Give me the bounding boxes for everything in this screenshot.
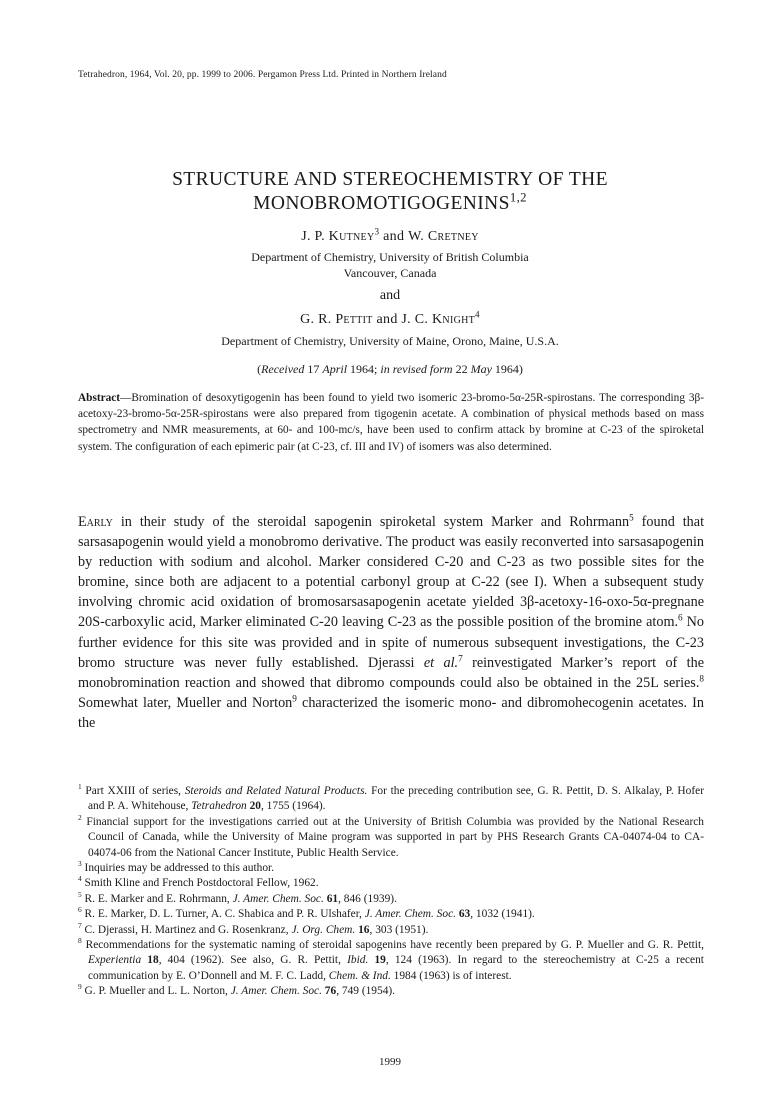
footnote-3-text: Inquiries may be addressed to this author. bbox=[81, 862, 275, 875]
footnotes bbox=[78, 784, 704, 1000]
footnote-1 bbox=[78, 784, 704, 815]
body-lead-word: Early bbox=[78, 514, 113, 530]
footnote-9-journal: J. Amer. Chem. Soc. bbox=[230, 985, 322, 998]
footnote-8-journal-2: Chem. & Ind. bbox=[328, 969, 391, 982]
footnote-1-journal: Tetrahedron bbox=[191, 800, 247, 813]
title-line-1: STRUCTURE AND STEREOCHEMISTRY OF THE bbox=[172, 169, 608, 190]
footnote-6-num: 6 bbox=[78, 905, 82, 915]
authors-2-joiner: and bbox=[372, 312, 402, 327]
footnote-4-text: Smith Kline and French Postdoctoral Fellow, 1962. bbox=[81, 877, 319, 890]
footnote-5-journal: J. Amer. Chem. Soc. bbox=[232, 892, 324, 905]
authors-line-1 bbox=[60, 226, 720, 245]
author-cretney: W. Cretney bbox=[408, 229, 479, 244]
footnote-6-vol: 63 bbox=[458, 908, 471, 921]
footnote-8-b: , 404 (1962). See also, G. R. Pettit, bbox=[158, 954, 348, 967]
journal-header: Tetrahedron, 1964, Vol. 20, pp. 1999 to 2006. Pergamon Press Ltd. Printed in Northern Ireland bbox=[78, 70, 447, 80]
footnote-8 bbox=[78, 938, 704, 984]
body-seg-1: in their study of the steroidal sapogenin spiroketal system Marker and Rohrmann bbox=[112, 514, 630, 530]
ref-7: 7 bbox=[458, 652, 463, 663]
authors-1-joiner: and bbox=[379, 229, 409, 244]
affiliation-1-line-2: Vancouver, Canada bbox=[343, 266, 437, 280]
affiliation-1-line-1: Department of Chemistry, University of British Columbia bbox=[251, 250, 529, 264]
received-year: 1964; bbox=[347, 362, 381, 376]
footnote-3-num: 3 bbox=[78, 859, 82, 869]
author-kutney: J. P. Kutney bbox=[301, 229, 375, 244]
body-seg-5: Somewhat later, Mueller and Norton bbox=[78, 694, 293, 711]
affiliation-2: Department of Chemistry, University of Maine, Orono, Maine, U.S.A. bbox=[221, 334, 559, 348]
footnote-2-num: 2 bbox=[78, 813, 82, 823]
footnote-6-a: R. E. Marker, D. L. Turner, A. C. Shabica and P. R. Ulshafer, bbox=[81, 908, 365, 921]
footnote-5-a: R. E. Marker and E. Rohrmann, bbox=[81, 892, 233, 905]
abstract bbox=[78, 390, 704, 455]
footnote-9-num: 9 bbox=[78, 982, 82, 992]
ref-8: 8 bbox=[699, 673, 704, 684]
footnote-8-num: 8 bbox=[78, 936, 82, 946]
received-open: ( bbox=[257, 362, 262, 376]
footnote-2 bbox=[78, 815, 704, 861]
received-month: April bbox=[322, 362, 348, 376]
footnote-7-a: C. Djerassi, H. Martinez and G. Rosenkranz, bbox=[81, 923, 292, 936]
footnote-8-e: 1984 (1963) is of interest. bbox=[390, 969, 512, 982]
footnote-6-journal: J. Amer. Chem. Soc. bbox=[364, 908, 456, 921]
footnote-8-vol-2: 19 bbox=[374, 954, 386, 967]
author-knight-ref: 4 bbox=[475, 309, 480, 320]
footnote-1-vol: 20 bbox=[249, 800, 261, 813]
and-separator: and bbox=[379, 288, 401, 303]
ref-9: 9 bbox=[292, 693, 297, 704]
footnote-8-d: , 124 (1963). In regard to the stereochemistry at C-25 a recent communication by E. O’Donnell and M. F. C. Ladd, bbox=[88, 954, 704, 982]
et-al: et al. bbox=[423, 654, 459, 671]
received-dates bbox=[60, 362, 720, 377]
abstract-text: —Bromination of desoxytigogenin has been found to yield two isomeric 23-bromo-5α-25R-spirostans. The corresponding 3β-acetoxy-23-bromo-5α-25R-spirostans were also prepared from tigogenin acetate. A combination of physical methods based on mass spectrometry and NMR measurements, at 60- and 100-mc/s, have been used to confirm attack by bromine at C-23 of the spiroketal system. The configuration of each epimeric pair (at C-23, cf. III and IV) of isomers was also determined. bbox=[78, 392, 704, 453]
footnote-8-a: Recommendations for the systematic naming of steroidal sapogenins have recently been prepared by G. P. Mueller and G. R. Pettit, bbox=[81, 939, 704, 952]
title-line-2-text: MONOBROMOTIGOGENINS bbox=[253, 193, 510, 214]
received-label: Received bbox=[261, 362, 305, 376]
author-pettit: G. R. Pettit bbox=[300, 312, 373, 327]
footnote-9-vol: 76 bbox=[324, 985, 337, 998]
authors-line-2 bbox=[60, 309, 720, 328]
footnote-9 bbox=[78, 984, 704, 999]
body-text bbox=[78, 512, 704, 733]
footnote-6-d: , 1032 (1941). bbox=[470, 908, 535, 921]
revised-day: 22 bbox=[452, 362, 471, 376]
title-line-2 bbox=[60, 191, 720, 217]
body-seg-4: reinvestigated Marker’s report of the monobromination reaction and showed that dibromo compounds could also be obtained in the 25L series. bbox=[78, 654, 705, 691]
title-footnote-ref: 1,2 bbox=[509, 190, 527, 205]
footnote-6 bbox=[78, 907, 704, 922]
footnote-1-d: , 1755 (1964). bbox=[260, 800, 326, 813]
footnote-1-b: For the preceding contribution see, G. R. Pettit, D. S. Alkalay, P. Hofer and P. A. Whitehouse, bbox=[88, 785, 704, 813]
footnote-3 bbox=[78, 861, 704, 876]
footnote-5-vol: 61 bbox=[326, 892, 339, 905]
received-day: 17 bbox=[304, 362, 323, 376]
footnote-8-ibid: Ibid. bbox=[347, 954, 369, 967]
revised-year: 1964) bbox=[491, 362, 523, 376]
ref-6: 6 bbox=[678, 612, 683, 623]
body-seg-2: found that sarsasapogenin would yield a monobromo derivative. The product was easily reconverted into sarsasapogenin by reduction with sodium and alcohol. Marker considered C-20 and C-23 as two possible sites for the bromine, since both are adjacent to a potential carbonyl group at C-22 (see I). When a subsequent study involving chromic acid oxidation of bromosarsasapogenin acetate yielded 3β-acetoxy-16-oxo-5α-pregnane 20S-carboxylic acid, Marker eliminated C-20 leaving C-23 as the possible position of the bromine atom. bbox=[78, 514, 705, 631]
body-seg-6: characterized the isomeric mono- and dibromohecogenin acetates. In the bbox=[78, 694, 704, 731]
footnote-2-text: Financial support for the investigations carried out at the University of British Columbia was provided by the National Research Council of Canada, while the University of Maine program was supported in part by PHS Research Grants CA-04074-04 to CA-04074-06 from the National Cancer Institute, Public Health Service. bbox=[81, 815, 704, 859]
footnote-7-vol: 16 bbox=[358, 923, 370, 936]
body-seg-3: No further evidence for this site was provided and in spite of numerous subsequent investigations, the C-23 bromo structure was never fully established. Djerassi bbox=[78, 614, 705, 671]
abstract-heading: Abstract bbox=[78, 392, 121, 404]
footnote-1-num: 1 bbox=[78, 782, 82, 792]
footnote-9-d: , 749 (1954). bbox=[336, 985, 396, 998]
footnote-8-journal-1: Experientia bbox=[88, 954, 142, 967]
footnote-7-num: 7 bbox=[78, 920, 82, 930]
footnote-7 bbox=[78, 920, 704, 938]
footnote-4 bbox=[78, 876, 704, 891]
footnote-7-journal: J. Org. Chem. bbox=[291, 923, 356, 936]
footnote-9-a: G. P. Mueller and L. L. Norton, bbox=[81, 985, 231, 998]
ref-5: 5 bbox=[629, 512, 634, 523]
revised-month: May bbox=[470, 362, 492, 376]
footnote-8-vol-1: 18 bbox=[147, 954, 159, 967]
footnote-7-d: , 303 (1951). bbox=[369, 923, 429, 936]
footnote-5-num: 5 bbox=[78, 890, 82, 900]
page-number: 1999 bbox=[379, 1056, 401, 1068]
author-knight: J. C. Knight bbox=[401, 312, 476, 327]
author-kutney-ref: 3 bbox=[374, 226, 380, 237]
revised-label: in revised form bbox=[380, 362, 453, 376]
footnote-4-num: 4 bbox=[78, 874, 82, 884]
footnote-5-d: , 846 (1939). bbox=[338, 892, 397, 905]
footnote-1-series: Steroids and Related Natural Products. bbox=[184, 785, 368, 797]
footnote-1-a: Part XXIII of series, bbox=[81, 785, 185, 797]
footnote-5 bbox=[78, 892, 704, 907]
